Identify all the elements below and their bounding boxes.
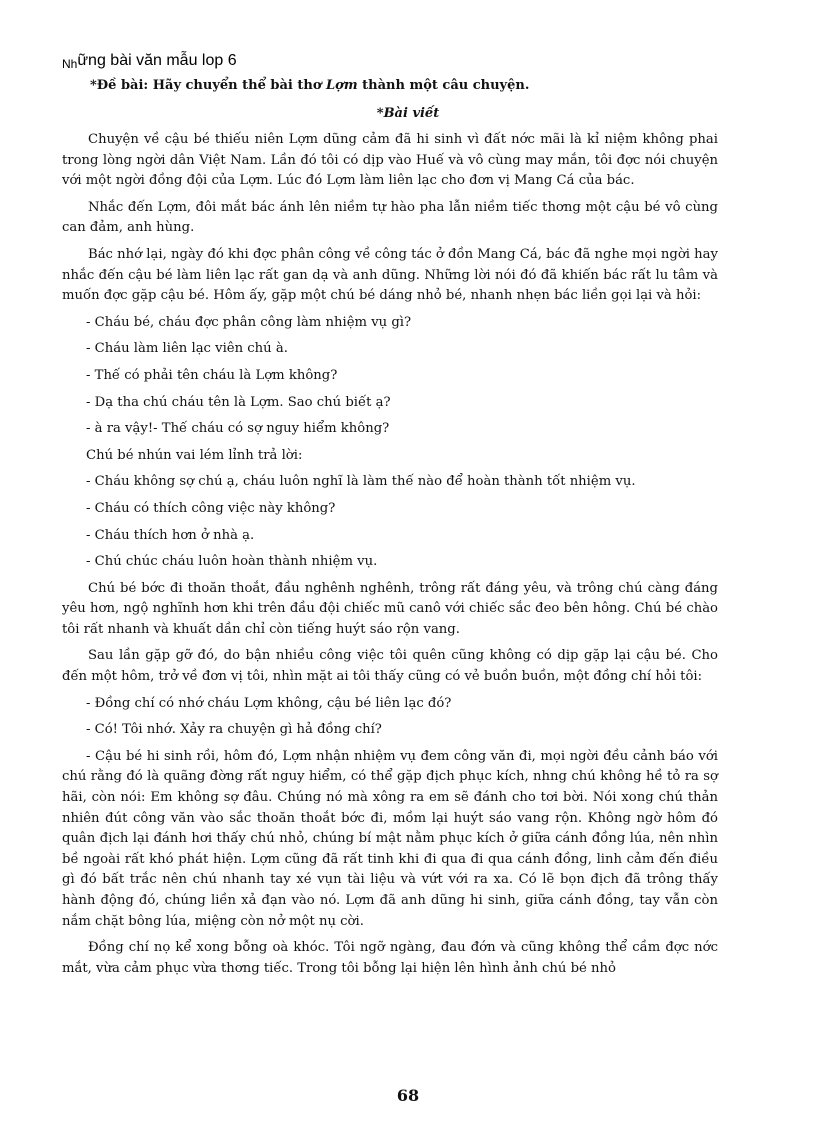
page-header <box>62 52 237 71</box>
dialogue-line: - Cậu bé hi sinh rồi, hôm đó, Lợm nhận nhiệm vụ đem công văn đi, mọi ngời đều cảnh báo với chú rằng đó là quãng đờng rất nguy hiểm, có thể gặp địch phục kích, nhng chú không hề tỏ ra sợ hãi, còn nói: Em không sợ đâu. Chúng nó mà xông ra em sẽ đánh cho tơi bời. Nói xong chú thản nhiên đút công văn vào sắc thoăn thoắt bớc đi, mồm lại huýt sáo vang rộn. Không ngờ hôm đó quân địch lại đánh hơi thấy chú nhỏ, chúng bí mật nằm phục kích ở giữa cánh đồng lúa, nên nhìn bề ngoài rất khó phát hiện. Lợm cũng đã rất tinh khi đi qua đi qua cánh đồng, linh cảm đến điều gì đó bất trắc nên chú nhanh tay xé vụn tài liệu và vứt với ra xa. Có lẽ bọn địch đã trông thấy hành động đó, chúng liền xả đạn vào nó. Lợm đã anh dũng hi sinh, giữa cánh đồng, tay vẫn còn nắm chặt bông lúa, miệng còn nở một nụ cời. <box>62 748 718 929</box>
header-small-prefix: Nh <box>62 57 78 71</box>
section-subtitle: *Bài viết <box>376 106 440 121</box>
paragraph: Bác nhớ lại, ngày đó khi đợc phân công về công tác ở đồn Mang Cá, bác đã nghe mọi ngời hay nhắc đến cậu bé làm liên lạc rất gan dạ và anh dũng. Những lời nói đó đã khiến bác rất lu tâm và muốn đợc gặp cậu bé. Hôm ấy, gặp một chú bé dáng nhỏ bé, nhanh nhẹn bác liền gọi lại và hỏi: <box>62 246 718 304</box>
dialogue-line: - Cháu không sợ chú ạ, cháu luôn nghĩ là làm thế nào để hoàn thành tốt nhiệm vụ. <box>86 474 636 490</box>
assignment-suffix: thành một câu chuyện. <box>357 78 530 93</box>
paragraph: Đồng chí nọ kể xong bỗng oà khóc. Tôi ngỡ ngàng, đau đớn và cũng không thể cầm đợc nớc mắt, vừa cảm phục vừa thơng tiếc. Trong tôi bỗng lại hiện lên hình ảnh chú bé nhỏ <box>62 940 718 976</box>
dialogue-line: - Cháu thích hơn ở nhà ạ. <box>86 527 255 543</box>
dialogue-line: - Chú chúc cháu luôn hoàn thành nhiệm vụ. <box>86 554 378 570</box>
poem-title: Lợm <box>326 78 358 93</box>
dialogue-line: - à ra vậy!- Thế cháu có sợ nguy hiểm không? <box>86 421 390 437</box>
paragraph: Nhắc đến Lợm, đôi mắt bác ánh lên niềm tự hào pha lẫn niềm tiếc thơng một cậu bé vô cùng can đảm, anh hùng. <box>62 199 718 236</box>
header-title: ững bài văn mẫu lop 6 <box>77 52 237 69</box>
paragraph: Chú bé bớc đi thoăn thoắt, đầu nghênh nghênh, trông rất đáng yêu, và trông chú càng đáng yêu hơn, ngộ nghĩnh hơn khi trên đầu đội chiếc mũ canô với chiếc sắc đeo bên hông. Chú bé chào tôi rất nhanh và khuất dần chỉ còn tiếng huýt sáo rộn vang. <box>62 580 718 637</box>
essay-body <box>62 130 718 985</box>
dialogue-line: - Cháu làm liên lạc viên chú à. <box>86 341 288 357</box>
assignment-line <box>90 78 750 93</box>
assignment-prefix: *Đề bài: Hãy chuyển thể bài thơ <box>90 78 327 93</box>
paragraph: Sau lần gặp gỡ đó, do bận nhiều công việc tôi quên cũng không có dịp gặp lại cậu bé. Cho đến một hôm, trở về đơn vị tôi, nhìn mặt ai tôi thấy cũng có vẻ buồn buồn, một đồng chí hỏi tôi: <box>62 648 718 685</box>
page-number: 68 <box>396 1086 420 1105</box>
dialogue-line: - Có! Tôi nhớ. Xảy ra chuyện gì hả đồng chí? <box>86 722 382 738</box>
dialogue-line: Chú bé nhún vai lém lỉnh trả lời: <box>86 447 303 463</box>
dialogue-line: - Đồng chí có nhớ cháu Lợm không, cậu bé liên lạc đó? <box>86 695 452 711</box>
dialogue-line: - Dạ tha chú cháu tên là Lợm. Sao chú biết ạ? <box>86 394 391 410</box>
dialogue-line: - Cháu có thích công việc này không? <box>86 500 336 516</box>
dialogue-line: - Thế có phải tên cháu là Lợm không? <box>86 367 338 383</box>
dialogue-line: - Cháu bé, cháu đợc phân công làm nhiệm vụ gì? <box>86 314 412 330</box>
paragraph: Chuyện về cậu bé thiếu niên Lợm dũng cảm đã hi sinh vì đất nớc mãi là kỉ niệm không phai trong lòng ngời dân Việt Nam. Lần đó tôi có dịp vào Huế và vô cùng may mắn, tôi đợc nói chuyện với một ngời đồng đội của Lợm. Lúc đó Lợm làm liên lạc cho đơn vị Mang Cá của bác. <box>62 132 718 189</box>
